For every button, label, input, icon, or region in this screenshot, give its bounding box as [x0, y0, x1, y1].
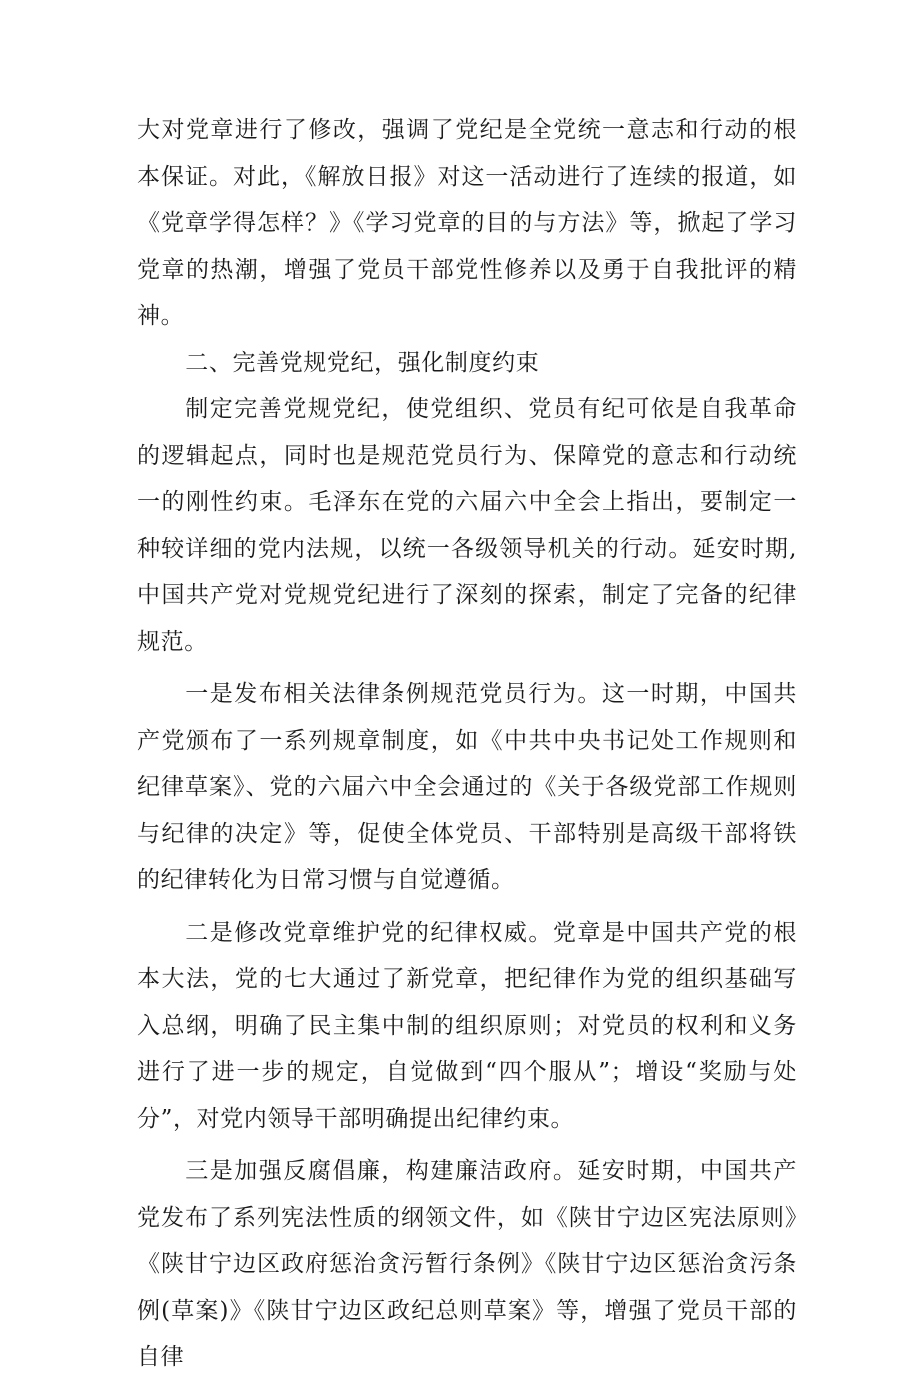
paragraph-party-rules-intro: 制定完善党规党纪，使党组织、党员有纪可依是自我革命的逻辑起点，同时也是规范党员行为、保障党的意志和行动统一的刚性约束。毛泽东在党的六届六中全会上指出，要制定一种较详细的党内法规，以统一各级领导机关的行动。延安时期,中国共产党对党规党纪进行了深刻的探索，制定了完备的纪律规范。 — [137, 396, 797, 655]
paragraph-anti-corruption: 三是加强反腐倡廉，构建廉洁政府。延安时期，中国共产党发布了系列宪法性质的纲领文件，如《陕甘宁边区宪法原则》《陕甘宁边区政府惩治贪污暂行条例》《陕甘宁边区惩治贪污条例(草案)》《陕甘宁边区政纪总则草案》等，增强了党员干部的自律 — [137, 1158, 797, 1370]
paragraph-regulations: 一是发布相关法律条例规范党员行为。这一时期，中国共产党颁布了一系列规章制度，如《中共中央书记处工作规则和纪律草案》、党的六届六中全会通过的《关于各级党部工作规则与纪律的决定》等，促使全体党员、干部特别是高级干部将铁的纪律转化为日常习惯与自觉遵循。 — [137, 681, 797, 893]
section-heading: 二、完善党规党纪，强化制度约束 — [185, 349, 540, 376]
paragraph-party-constitution: 二是修改党章维护党的纪律权威。党章是中国共产党的根本大法，党的七大通过了新党章，把纪律作为党的组织基础写入总纲，明确了民主集中制的组织原则；对党员的权利和义务进行了进一步的规定，自觉做到“四个服从”；增设“奖励与处分”，对党内领导干部明确提出纪律约束。 — [137, 919, 797, 1132]
document-body — [137, 107, 797, 1381]
paragraph-continuation: 大对党章进行了修改，强调了党纪是全党统一意志和行动的根本保证。对此，《解放日报》对这一活动进行了连续的报道，如《党章学得怎样？》《学习党章的目的与方法》等，掀起了学习党章的热潮，增强了党员干部党性修养以及勇于自我批评的精神。 — [137, 117, 797, 329]
